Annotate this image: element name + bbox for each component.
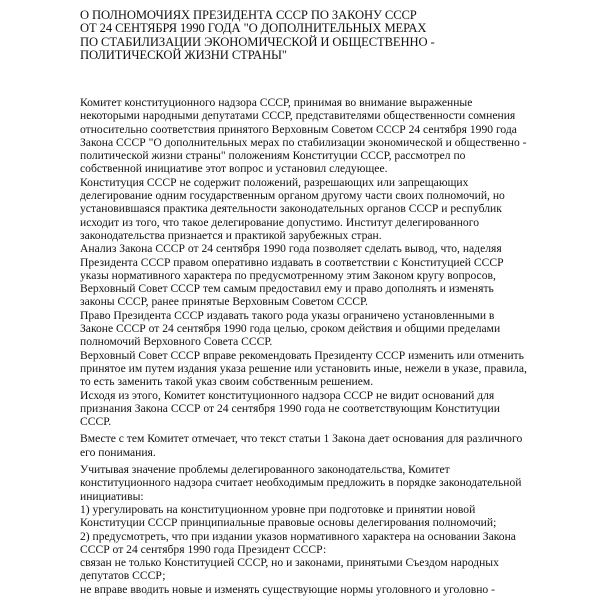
text-line: политической жизни страны" положениям Конституции СССР, рассмотрел по — [80, 149, 466, 163]
paragraph-item-2 — [80, 530, 550, 557]
paragraph-limits — [80, 309, 550, 349]
text-line: депутатов СССР; — [80, 569, 166, 583]
text-line: относительно соответствия принятого Верховным Советом СССР 24 сентября 1990 года — [80, 122, 517, 136]
text-line: Право Президента СССР издавать такого рода указы ограничено установленными в — [80, 308, 495, 322]
text-line: СССР от 24 сентября 1990 года Президент СССР: — [80, 542, 327, 556]
text-line: указы нормативного характера по предусмотренному этим Законом кругу вопросов, — [80, 268, 496, 282]
text-line: делегирование одним государственным органом другому части своих полномочий, но — [80, 189, 505, 203]
text-line: конституционного надзора считает необходимым предложить в порядке законодательной — [80, 476, 522, 490]
text-line: связан не только Конституцией СССР, но и законами, принятыми Съездом народных — [80, 556, 499, 570]
text-line: СССР. — [80, 415, 112, 429]
paragraph-article-1 — [80, 432, 550, 459]
text-line: его понимания. — [80, 445, 156, 459]
title-line: ПО СТАБИЛИЗАЦИИ ЭКОНОМИЧЕСКОЙ И ОБЩЕСТВЕННО - — [80, 34, 435, 49]
text-line: 1) урегулировать на конституционном уровне при подготовке и принятии новой — [80, 502, 476, 516]
text-line: Комитет конституционного надзора СССР, принимая во внимание выраженные — [80, 96, 473, 109]
title-line: ОТ 24 СЕНТЯБРЯ 1990 ГОДА "О ДОПОЛНИТЕЛЬНЫХ МЕРАХ — [80, 21, 427, 36]
text-line: законы СССР, ранее принятые Верховным Советом СССР. — [80, 295, 368, 309]
paragraph-supreme-soviet — [80, 349, 550, 389]
text-line: то есть заменить такой указ своим собственным решением. — [80, 375, 374, 389]
paragraph-item-1 — [80, 503, 550, 530]
text-line: собственной инициативе этот вопрос и установил следующее. — [80, 162, 388, 176]
title-line: О ПОЛНОМОЧИЯХ ПРЕЗИДЕНТА СССР ПО ЗАКОНУ СССР — [80, 8, 417, 22]
text-line: признания Закона СССР от 24 сентября 1990 года не соответствующим Конституции — [80, 401, 500, 415]
text-line: Исходя из этого, Комитет конституционного надзора СССР не видит оснований для — [80, 388, 495, 402]
text-line: Конституции СССР принципиальные правовые основы делегирования полномочий; — [80, 516, 497, 530]
text-line: Конституция СССР не содержит положений, разрешающих или запрещающих — [80, 175, 469, 189]
paragraph-preamble — [80, 96, 550, 176]
paragraph-conclusion — [80, 389, 550, 429]
text-line: исходит из того, что такое делегирование допустимо. Институт делегированного — [80, 215, 479, 229]
text-line: Анализ Закона СССР от 24 сентября 1990 года позволяет сделать вывод, что, наделяя — [80, 242, 502, 256]
text-line: Законе СССР от 24 сентября 1990 года целью, сроком действия и общими пределами — [80, 322, 501, 336]
text-line: полномочий Верховного Совета СССР. — [80, 335, 273, 349]
text-line: Учитывая значение проблемы делегированного законодательства, Комитет — [80, 463, 450, 477]
text-line: законодательства признается и практикой зарубежных стран. — [80, 228, 382, 242]
text-line: некоторыми народными депутатами СССР, представителями общественности сомнения — [80, 109, 516, 123]
text-line: принятое им путем издания указа решение или установить иные, нежели в указе, правила, — [80, 361, 527, 375]
title-line: ПОЛИТИЧЕСКОЙ ЖИЗНИ СТРАНЫ" — [80, 48, 287, 63]
paragraph-proposal — [80, 463, 550, 503]
paragraph-constitution — [80, 176, 550, 242]
text-line: Президента СССР правом оперативно издавать в соответствии с Конституцией СССР — [80, 255, 504, 269]
document-title — [80, 9, 520, 63]
text-line: установившаяся практика деятельности законодательных органов СССР и республик — [80, 202, 502, 216]
text-line: Верховный Совет СССР тем самым предоставил ему и право дополнять и изменять — [80, 282, 494, 296]
text-line: не вправе вводить новые и изменять существующие нормы уголовного и уголовно - — [80, 582, 495, 596]
text-line: Верховный Совет СССР вправе рекомендовать Президенту СССР изменить или отменить — [80, 348, 524, 362]
document-body — [80, 96, 550, 596]
paragraph-bound-by — [80, 556, 550, 583]
paragraph-not-entitled — [80, 583, 550, 596]
paragraph-analysis — [80, 242, 550, 308]
text-line: Закона СССР "О дополнительных мерах по стабилизации экономической и общественно - — [80, 135, 527, 149]
text-line: Вместе с тем Комитет отмечает, что текст статьи 1 Закона дает основания для различного — [80, 432, 523, 446]
text-line: инициативы: — [80, 489, 144, 503]
text-line: 2) предусмотреть, что при издании указов нормативного характера на основании Закона — [80, 529, 516, 543]
